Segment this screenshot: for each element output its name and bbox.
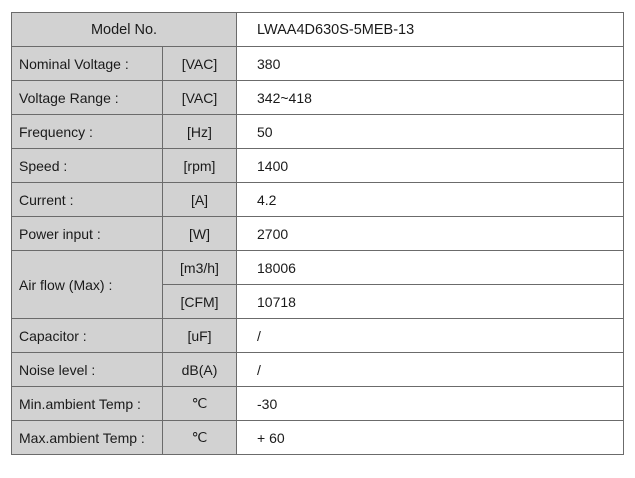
spec-row-max-ambient-temp <box>12 421 624 455</box>
spec-row-capacitor <box>12 319 624 353</box>
spec-unit: [rpm] <box>163 149 237 183</box>
spec-label: Frequency : <box>12 115 163 149</box>
spec-unit: [Hz] <box>163 115 237 149</box>
spec-row-power-input <box>12 217 624 251</box>
spec-row-voltage-range <box>12 81 624 115</box>
spec-unit: dB(A) <box>163 353 237 387</box>
spec-unit: [VAC] <box>163 47 237 81</box>
spec-value: 4.2 <box>237 183 624 217</box>
spec-value: 342~418 <box>237 81 624 115</box>
spec-row-frequency <box>12 115 624 149</box>
spec-label: Nominal Voltage : <box>12 47 163 81</box>
spec-label: Current : <box>12 183 163 217</box>
spec-unit: [CFM] <box>163 285 237 319</box>
spec-value: 10718 <box>237 285 624 319</box>
spec-row-nominal-voltage <box>12 47 624 81</box>
spec-row-noise-level <box>12 353 624 387</box>
spec-value: 50 <box>237 115 624 149</box>
spec-row-airflow-m3h <box>12 251 624 285</box>
spec-row-speed <box>12 149 624 183</box>
spec-label: Capacitor : <box>12 319 163 353</box>
specification-table <box>11 12 624 455</box>
spec-unit: ℃ <box>163 387 237 421</box>
spec-label: Speed : <box>12 149 163 183</box>
spec-unit: ℃ <box>163 421 237 455</box>
spec-value: / <box>237 353 624 387</box>
spec-unit: [W] <box>163 217 237 251</box>
model-value: LWAA4D630S-5MEB-13 <box>237 13 624 47</box>
spec-label: Noise level : <box>12 353 163 387</box>
airflow-label: Air flow (Max) : <box>12 251 163 319</box>
spec-value: + 60 <box>237 421 624 455</box>
spec-label: Power input : <box>12 217 163 251</box>
spec-row-min-ambient-temp <box>12 387 624 421</box>
spec-value: 2700 <box>237 217 624 251</box>
spec-value: -30 <box>237 387 624 421</box>
model-label: Model No. <box>12 13 237 47</box>
spec-unit: [A] <box>163 183 237 217</box>
spec-label: Max.ambient Temp : <box>12 421 163 455</box>
spec-label: Min.ambient Temp : <box>12 387 163 421</box>
spec-unit: [m3/h] <box>163 251 237 285</box>
model-row <box>12 13 624 47</box>
spec-value: / <box>237 319 624 353</box>
spec-unit: [uF] <box>163 319 237 353</box>
spec-value: 1400 <box>237 149 624 183</box>
spec-value: 380 <box>237 47 624 81</box>
spec-label: Voltage Range : <box>12 81 163 115</box>
spec-unit: [VAC] <box>163 81 237 115</box>
spec-row-current <box>12 183 624 217</box>
spec-value: 18006 <box>237 251 624 285</box>
